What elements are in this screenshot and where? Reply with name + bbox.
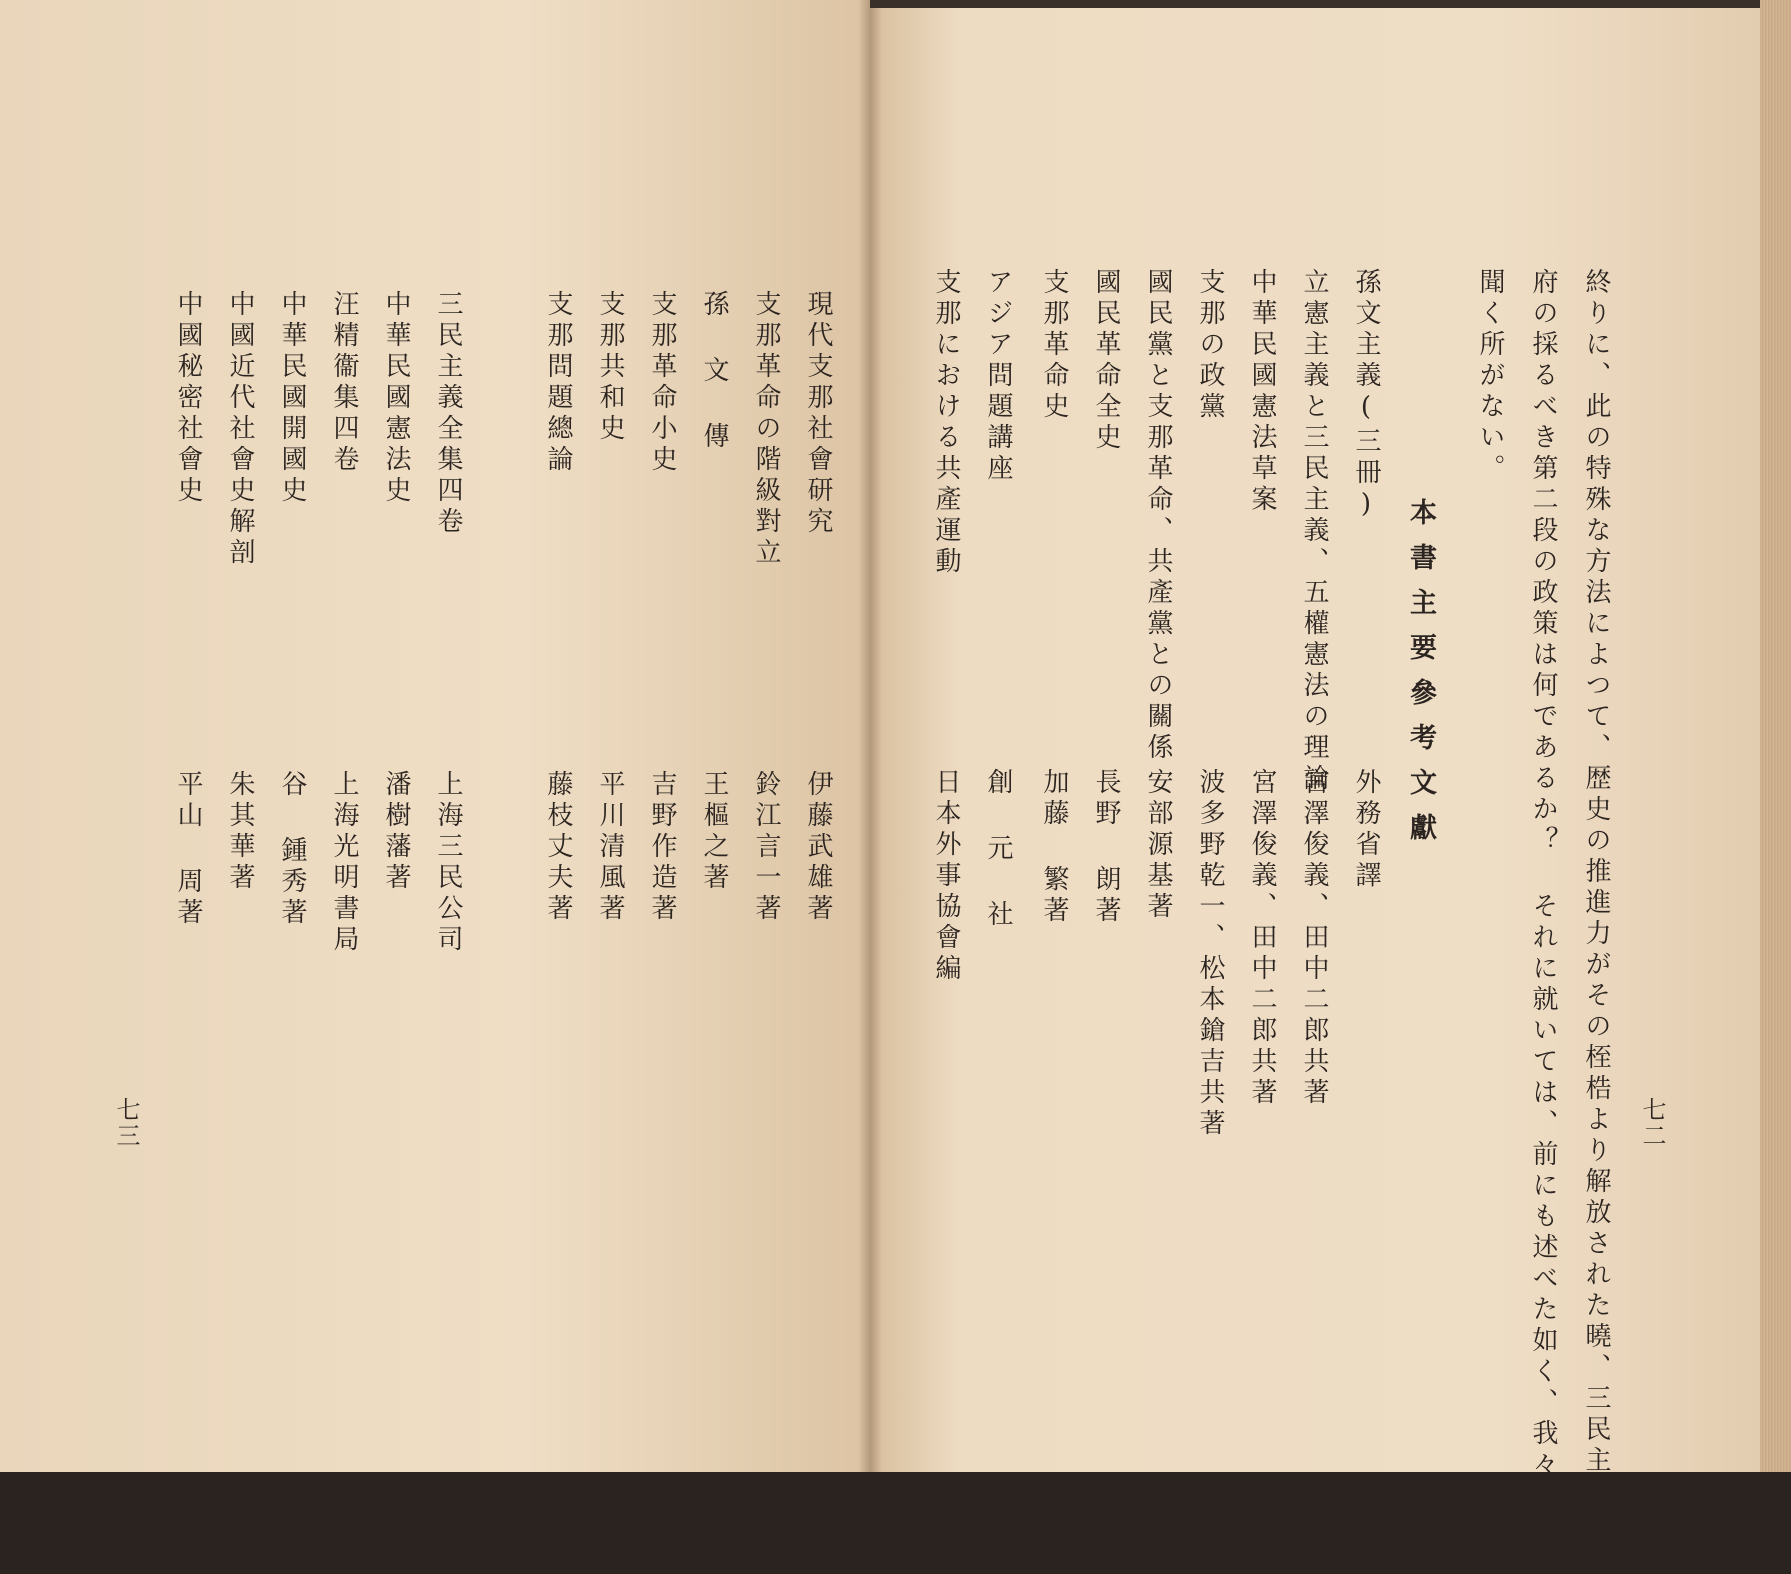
left-page [0, 0, 870, 1472]
reference-author: 波多野乾一、松本鎗吉共著 [1195, 768, 1225, 1140]
reference-author: 伊藤武雄著 [803, 770, 833, 925]
reference-author: 平山 周著 [173, 770, 203, 929]
body-line: 終りに、此の特殊な方法によつて、歴史の推進力がその桎梏より解放された曉、三民主義政 [1581, 268, 1611, 1539]
section-title: 本書主要參考文獻 [1405, 498, 1436, 858]
page-number-left: 七三 [112, 1097, 140, 1149]
book-gutter [858, 0, 882, 1472]
reference-title: 國民革命全史 [1091, 268, 1121, 454]
reference-author: 加藤 繁著 [1039, 768, 1069, 927]
reference-author: 日本外事協會編 [931, 768, 961, 985]
reference-title: 支那問題總論 [543, 290, 573, 476]
reference-title: 三民主義全集四卷 [433, 290, 463, 538]
reference-author: 藤枝丈夫著 [543, 770, 573, 925]
reference-title: 汪精衞集四卷 [329, 290, 359, 476]
reference-title: 支那の政黨 [1195, 268, 1225, 423]
reference-title: 中華民國憲法草案 [1247, 268, 1277, 516]
reference-title: 支那革命の階級對立 [751, 290, 781, 569]
reference-author: 創 元 社 [983, 768, 1013, 931]
reference-author: 王樞之著 [699, 770, 729, 894]
reference-title: 支那共和史 [595, 290, 625, 445]
reference-author: 鈴江言一著 [751, 770, 781, 925]
reference-title: 孫文主義(三冊) [1351, 268, 1381, 524]
reference-author: 宮澤俊義、田中二郎共著 [1247, 768, 1277, 1109]
reference-title: 孫 文 傳 [699, 290, 729, 453]
top-edge-shadow [870, 0, 1760, 8]
reference-title: 支那革命小史 [647, 290, 677, 476]
body-line: 府の採るべき第二段の政策は何であるか？ それに就いては、前にも述べた如く、我々は餘り [1528, 268, 1558, 1574]
reference-author: 谷 鍾秀著 [277, 770, 307, 929]
reference-title: 立憲主義と三民主義、五權憲法の理論 [1299, 268, 1329, 795]
reference-author: 朱其華著 [225, 770, 255, 894]
reference-author: 外務省譯 [1351, 768, 1381, 892]
body-line: 聞く所がない。 [1475, 268, 1505, 485]
reference-author: 長野 朗著 [1091, 768, 1121, 927]
reference-title: アジア問題講座 [983, 268, 1013, 485]
reference-title: 現代支那社會研究 [803, 290, 833, 538]
reference-author: 上海三民公司 [433, 770, 463, 956]
reference-title: 中國秘密社會史 [173, 290, 203, 507]
reference-title: 中華民國開國史 [277, 290, 307, 507]
reference-title: 支那における共產運動 [931, 268, 961, 578]
page-edges [1760, 0, 1791, 1472]
reference-author: 潘樹藩著 [381, 770, 411, 894]
reference-author: 宮澤俊義、田中二郎共著 [1299, 768, 1329, 1109]
reference-author: 上海光明書局 [329, 770, 359, 956]
reference-author: 平川清風著 [595, 770, 625, 925]
reference-title: 國民黨と支那革命、共產黨との關係 [1143, 268, 1173, 764]
reference-title: 中國近代社會史解剖 [225, 290, 255, 569]
reference-author: 安部源基著 [1143, 768, 1173, 923]
page-number-right: 七二 [1638, 1097, 1666, 1149]
reference-title: 中華民國憲法史 [381, 290, 411, 507]
reference-author: 吉野作造著 [647, 770, 677, 925]
reference-title: 支那革命史 [1039, 268, 1069, 423]
